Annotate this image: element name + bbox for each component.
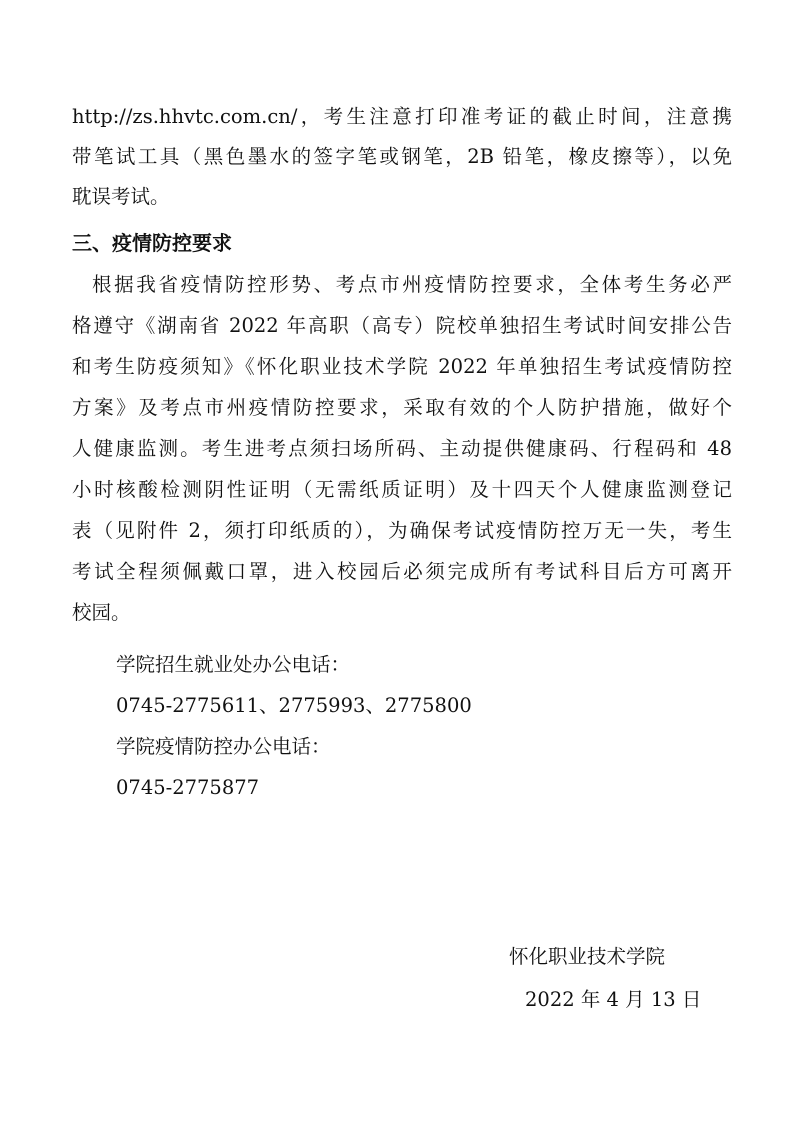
- body-line: 带笔试工具（黑色墨水的签字笔或钢笔，2B 铅笔，橡皮擦等），以免: [72, 145, 732, 168]
- paragraph-line: 校园。: [72, 601, 131, 624]
- body-line: http://zs.hhvtc.com.cn/，考生注意打印准考证的截止时间，注意携: [72, 105, 732, 128]
- paragraph-line: 表（见附件 2，须打印纸质的），为确保考试疫情防控万无一失，考生: [72, 519, 732, 542]
- section-heading: 三、疫情防控要求: [72, 231, 232, 255]
- paragraph-line: 根据我省疫情防控形势、考点市州疫情防控要求，全体考生务必严: [92, 273, 732, 296]
- paragraph-line: 格遵守《湖南省 2022 年高职（高专）院校单独招生考试时间安排公告: [72, 314, 732, 337]
- paragraph-line: 考试全程须佩戴口罩，进入校园后必须完成所有考试科目后方可离开: [72, 560, 732, 583]
- paragraph-line: 方案》及考点市州疫情防控要求，采取有效的个人防护措施，做好个: [72, 396, 732, 419]
- admission-office-label: 学院招生就业处办公电话：: [116, 653, 351, 676]
- paragraph-line: 人健康监测。考生进考点须扫场所码、主动提供健康码、行程码和 48: [72, 437, 732, 460]
- signature-organization: 怀化职业技术学院: [509, 945, 666, 968]
- epidemic-office-label: 学院疫情防控办公电话：: [116, 735, 331, 758]
- paragraph-line: 小时核酸检测阴性证明（无需纸质证明）及十四天个人健康监测登记: [72, 478, 732, 501]
- signature-date: 2022 年 4 月 13 日: [525, 988, 702, 1011]
- body-line: 耽误考试。: [72, 185, 170, 208]
- admission-office-phones: 0745-2775611、2775993、2775800: [116, 694, 472, 717]
- epidemic-office-phone: 0745-2775877: [116, 776, 260, 799]
- paragraph-line: 和考生防疫须知》《怀化职业技术学院 2022 年单独招生考试疫情防控: [72, 355, 732, 378]
